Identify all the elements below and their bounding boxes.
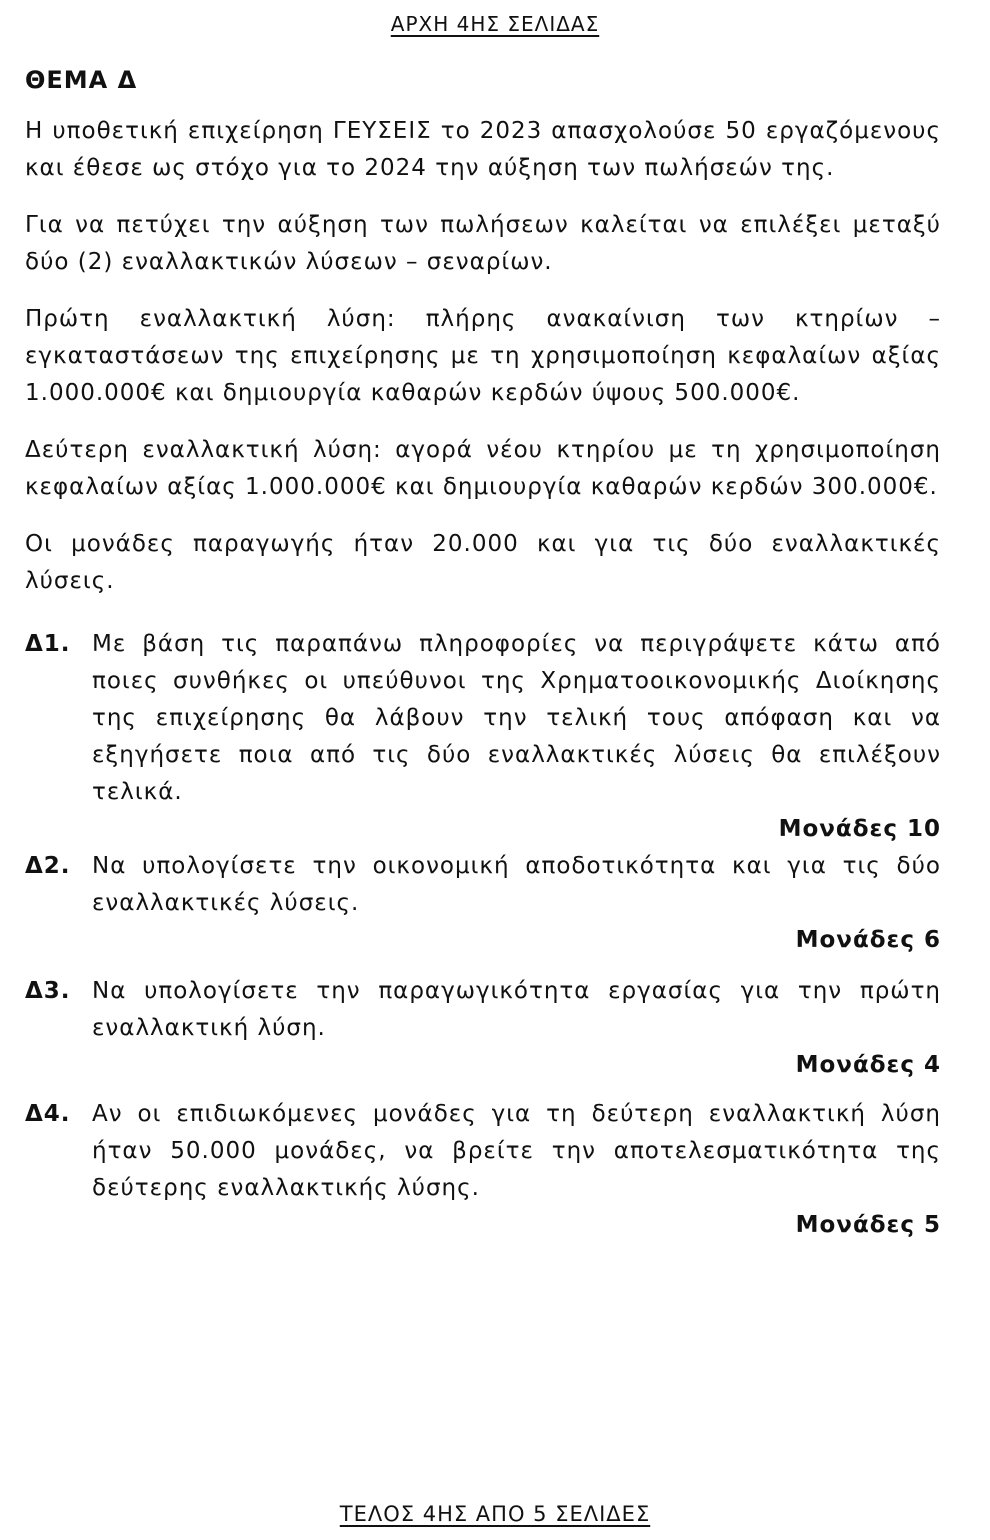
question-d3 [25,973,941,1084]
question-marks: Μονάδες 5 [795,1212,941,1238]
question-text: Με βάση τις παραπάνω πληροφορίες να περιγράψετε κάτω από ποιες συνθήκες οι υπεύθυνοι της Χρηματοοικονομικής Διοίκησης της επιχείρησης θα λάβουν την τελική τους απόφαση και να εξηγήσετε ποια από τις δύο εναλλακτικές λύσεις θα επιλέξουν τελικά. [92,631,941,805]
question-marks: Μονάδες 4 [795,1052,941,1078]
question-text: Να υπολογίσετε την παραγωγικότητα εργασίας για την πρώτη εναλλακτική λύση. [92,978,941,1041]
question-marks: Μονάδες 6 [795,927,941,953]
question-text: Αν οι επιδιωκόμενες μονάδες για τη δεύτερη εναλλακτική λύση ήταν 50.000 μονάδες, να βρείτε την αποτελεσματικότητα της δεύτερης εναλλακτικής λύσης. [92,1101,941,1201]
document-body [25,62,941,1244]
question-number: Δ2. [25,853,71,879]
question-d4 [25,1096,941,1244]
page-header [0,10,990,38]
page-header-text: ΑΡΧΗ 4ΗΣ ΣΕΛΙΔΑΣ [390,12,600,36]
question-number: Δ1. [25,631,71,657]
question-d2 [25,848,941,959]
page-footer [0,1498,990,1530]
question-marks: Μονάδες 10 [778,816,941,842]
question-number: Δ4. [25,1101,71,1127]
question-d1 [25,626,941,848]
page-footer-text: ΤΕΛΟΣ 4ΗΣ ΑΠΟ 5 ΣΕΛΙΔΕΣ [339,1502,651,1526]
second-alternative-paragraph: Δεύτερη εναλλακτική λύση: αγορά νέου κτηρίου με τη χρησιμοποίηση κεφαλαίων αξίας 1.000.000€ και δημιουργία καθαρών κερδών 300.000€. [25,437,941,500]
intro-paragraph: Η υποθετική επιχείρηση ΓΕΥΣΕΙΣ το 2023 απασχολούσε 50 εργαζόμενους και έθεσε ως στόχο για το 2024 την αύξηση των πωλήσεών της. [25,118,941,181]
choice-paragraph: Για να πετύχει την αύξηση των πωλήσεων καλείται να επιλέξει μεταξύ δύο (2) εναλλακτικών λύσεων – σεναρίων. [25,212,941,275]
question-text: Να υπολογίσετε την οικονομική αποδοτικότητα και για τις δύο εναλλακτικές λύσεις. [92,853,941,916]
question-number: Δ3. [25,978,71,1004]
production-units-paragraph: Οι μονάδες παραγωγής ήταν 20.000 και για τις δύο εναλλακτικές λύσεις. [25,531,941,594]
section-title: ΘΕΜΑ Δ [25,66,138,94]
first-alternative-paragraph: Πρώτη εναλλακτική λύση: πλήρης ανακαίνιση των κτηρίων – εγκαταστάσεων της επιχείρησης με τη χρησιμοποίηση κεφαλαίων αξίας 1.000.000€ και δημιουργία καθαρών κερδών ύψους 500.000€. [25,306,941,406]
